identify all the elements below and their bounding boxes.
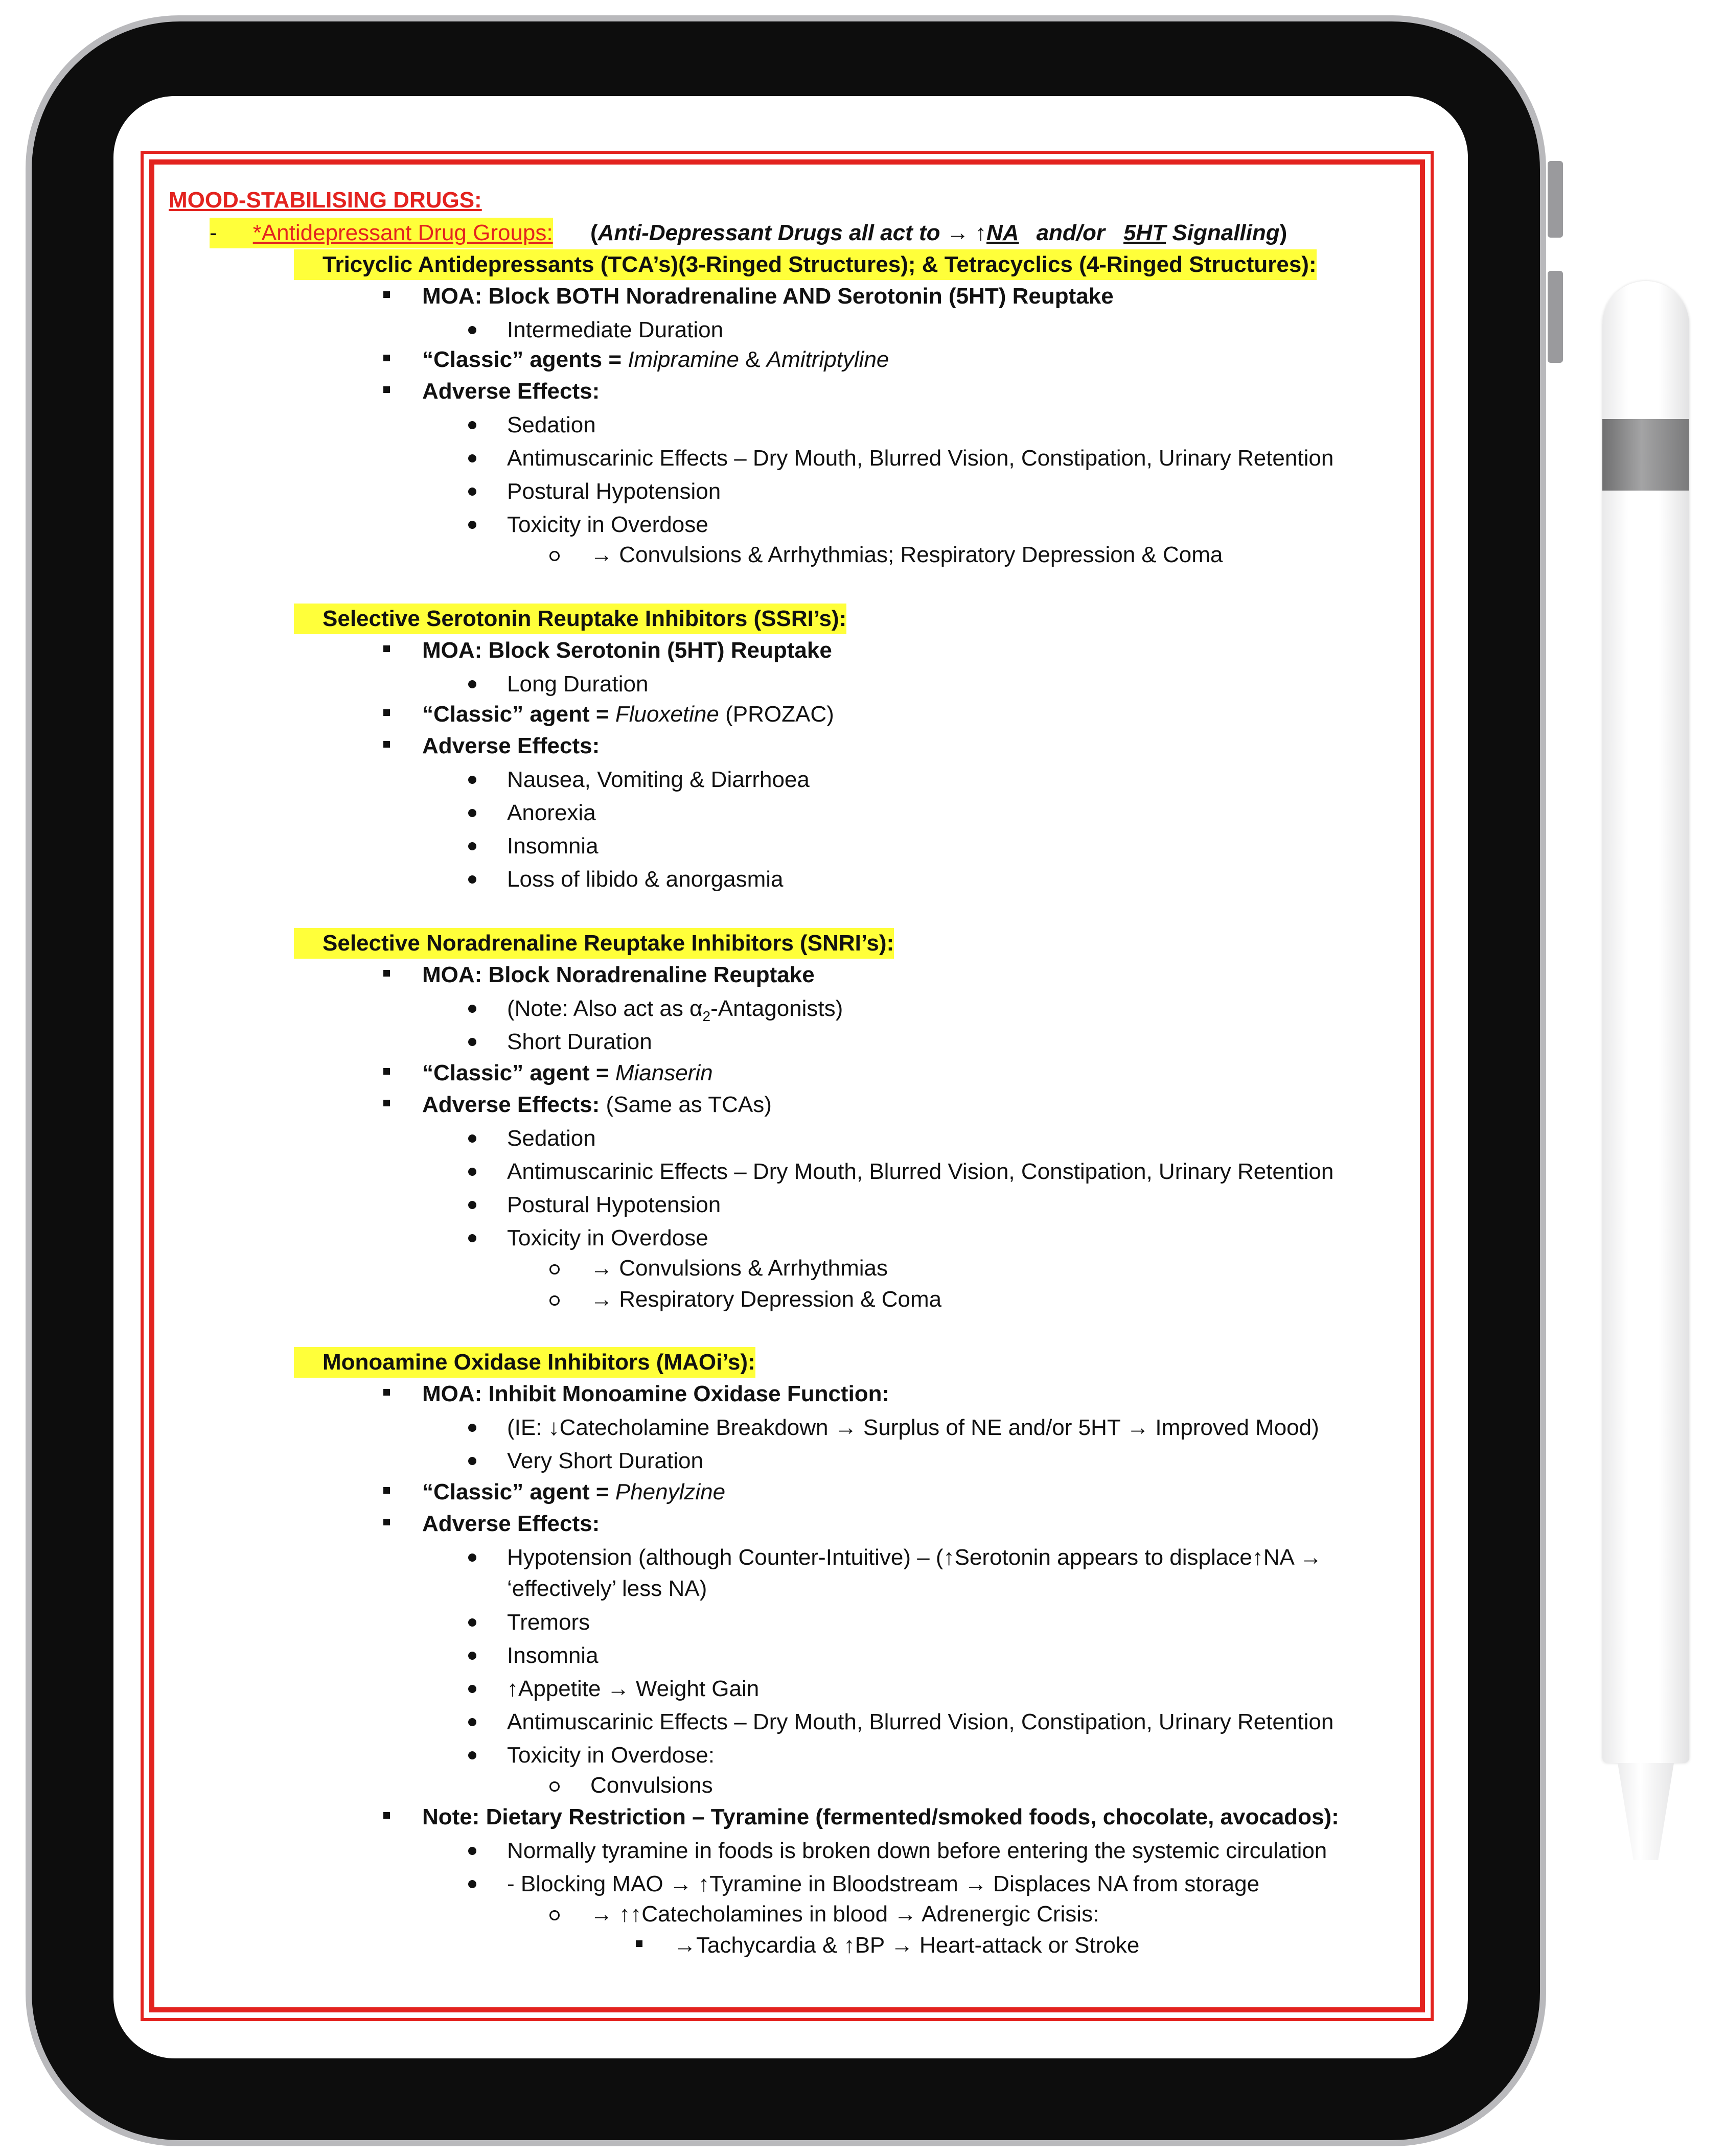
maoi-heading: Monoamine Oxidase Inhibitors (MAOi’s): — [294, 1347, 755, 1378]
maoi-effect: Insomnia — [507, 1643, 599, 1668]
tca-heading: Tricyclic Antidepressants (TCA’s)(3-Ringed Structures); & Tetracyclics (4-Ringed Structures): — [294, 249, 1317, 280]
snri-duration: Short Duration — [507, 1029, 652, 1054]
dot-bullet — [468, 454, 476, 462]
maoi-moa-detail: (IE: ↓Catecholamine Breakdown → Surplus of NE and/or 5HT → Improved Mood) — [507, 1415, 1319, 1440]
stylus-band — [1602, 419, 1689, 491]
ssri-effect: Loss of libido & anorgasmia — [507, 867, 784, 892]
dot-bullet — [468, 1038, 476, 1046]
ssri-classic: “Classic” agent = Fluoxetine (PROZAC) — [422, 702, 834, 727]
dot-bullet — [468, 521, 476, 529]
ssri-heading: Selective Serotonin Reuptake Inhibitors (SSRI’s): — [294, 604, 846, 634]
tca-adverse-label: Adverse Effects: — [422, 379, 600, 404]
circle-bullet — [549, 551, 560, 561]
dot-bullet — [468, 1718, 476, 1726]
dot-bullet — [468, 1751, 476, 1759]
square-bullet — [383, 355, 390, 361]
maoi-moa: MOA: Inhibit Monoamine Oxidase Function: — [422, 1381, 890, 1406]
dot-bullet — [468, 1554, 476, 1562]
stylus-tip — [1618, 1763, 1674, 1860]
dot-bullet — [468, 1457, 476, 1465]
square-bullet — [383, 1068, 390, 1075]
tca-moa: MOA: Block BOTH Noradrenaline AND Serotonin (5HT) Reuptake — [422, 284, 1114, 309]
snri-overdose-sub: → Respiratory Depression & Coma — [590, 1287, 942, 1312]
snri-classic: “Classic” agent = Mianserin — [422, 1060, 713, 1085]
snri-note: (Note: Also act as $\alpha_2-Antagonists$) — [507, 996, 843, 1024]
tca-effect: Sedation — [507, 412, 596, 437]
ssri-effect: Anorexia — [507, 800, 596, 825]
snri-effect: Sedation — [507, 1126, 596, 1151]
dot-bullet — [468, 680, 476, 688]
snri-effect: Postural Hypotension — [507, 1192, 721, 1217]
circle-bullet — [549, 1910, 560, 1920]
circle-bullet — [549, 1781, 560, 1792]
dot-bullet — [468, 1847, 476, 1855]
dot-bullet — [468, 776, 476, 784]
top-button — [1548, 161, 1563, 238]
document-title: MOOD-STABILISING DRUGS: — [169, 188, 482, 213]
group-label: *Antidepressant Drug Groups: — [252, 220, 553, 245]
square-bullet — [383, 1389, 390, 1396]
dot-bullet — [468, 1618, 476, 1627]
maoi-diet-item: Normally tyramine in foods is broken down before entering the systemic circulation — [507, 1838, 1327, 1863]
square-bullet — [636, 1940, 642, 1947]
maoi-effect: ↑Appetite → Weight Gain — [507, 1676, 760, 1701]
maoi-hypotension-cont: ‘effectively’ less NA) — [507, 1576, 707, 1601]
snri-overdose-sub: → Convulsions & Arrhythmias — [590, 1256, 888, 1281]
dot-bullet — [468, 809, 476, 817]
dot-bullet — [468, 1234, 476, 1242]
ssri-duration: Long Duration — [507, 671, 649, 697]
tca-effect: Postural Hypotension — [507, 479, 721, 504]
ssri-adverse-label: Adverse Effects: — [422, 733, 600, 758]
maoi-diet-note: Note: Dietary Restriction – Tyramine (fermented/smoked foods, chocolate, avocados): — [422, 1804, 1339, 1829]
volume-up-button — [1548, 271, 1563, 363]
maoi-effect: Tremors — [507, 1610, 590, 1635]
square-bullet — [383, 291, 390, 298]
tca-overdose-sub: → Convulsions & Arrhythmias; Respiratory Depression & Coma — [590, 542, 1223, 567]
tca-duration: Intermediate Duration — [507, 317, 724, 342]
dot-bullet — [468, 1168, 476, 1176]
tca-effect: Toxicity in Overdose — [507, 512, 708, 537]
ssri-moa: MOA: Block Serotonin (5HT) Reuptake — [422, 638, 832, 663]
square-bullet — [383, 970, 390, 977]
square-bullet — [383, 741, 390, 748]
group-line — [210, 218, 553, 248]
square-bullet — [383, 1100, 390, 1106]
maoi-crisis-result: →Tachycardia & ↑BP → Heart-attack or Stroke — [674, 1933, 1140, 1958]
maoi-effect: Toxicity in Overdose: — [507, 1743, 715, 1768]
dot-bullet — [468, 1424, 476, 1432]
snri-effect: Antimuscarinic Effects – Dry Mouth, Blurred Vision, Constipation, Urinary Retention — [507, 1159, 1334, 1184]
circle-bullet — [549, 1264, 560, 1274]
dot-bullet — [468, 842, 476, 850]
snri-effect: Toxicity in Overdose — [507, 1225, 708, 1250]
dot-bullet — [468, 1880, 476, 1888]
maoi-crisis: → ↑↑Catecholamines in blood → Adrenergic Crisis: — [590, 1902, 1099, 1927]
snri-heading: Selective Noradrenaline Reuptake Inhibitors (SNRI’s): — [294, 928, 894, 959]
square-bullet — [383, 1519, 390, 1525]
square-bullet — [383, 1812, 390, 1819]
snri-adverse: Adverse Effects: (Same as TCAs) — [422, 1092, 772, 1117]
maoi-classic: “Classic” agent = Phenylzine — [422, 1479, 726, 1504]
dot-bullet — [468, 1685, 476, 1693]
circle-bullet — [549, 1295, 560, 1306]
dot-bullet — [468, 1201, 476, 1209]
ssri-effect: Nausea, Vomiting & Diarrhoea — [507, 767, 810, 792]
maoi-overdose-sub: Convulsions — [590, 1773, 713, 1798]
group-dash: - — [210, 220, 217, 245]
tca-effect: Antimuscarinic Effects – Dry Mouth, Blurred Vision, Constipation, Urinary Retention — [507, 446, 1334, 471]
square-bullet — [383, 709, 390, 716]
dot-bullet — [468, 1134, 476, 1143]
dot-bullet — [468, 421, 476, 429]
snri-moa: MOA: Block Noradrenaline Reuptake — [422, 962, 815, 987]
maoi-adverse-label: Adverse Effects: — [422, 1511, 600, 1536]
dot-bullet — [468, 875, 476, 884]
maoi-hypotension: Hypotension (although Counter-Intuitive) – (↑Serotonin appears to displace↑NA → — [507, 1545, 1322, 1570]
tca-classic: “Classic” agents = Imipramine & Amitriptyline — [422, 347, 889, 372]
maoi-diet-item: - Blocking MAO → ↑Tyramine in Bloodstream → Displaces NA from storage — [507, 1871, 1260, 1896]
square-bullet — [383, 1487, 390, 1494]
square-bullet — [383, 386, 390, 393]
group-note: (Anti-Depressant Drugs all act to → ↑NA and/or 5HT Signalling) — [590, 220, 1287, 245]
maoi-duration: Very Short Duration — [507, 1448, 703, 1473]
square-bullet — [383, 645, 390, 652]
dot-bullet — [468, 488, 476, 496]
dot-bullet — [468, 1652, 476, 1660]
dot-bullet — [468, 1005, 476, 1013]
stylus-pencil — [1602, 281, 1689, 1763]
maoi-effect: Antimuscarinic Effects – Dry Mouth, Blurred Vision, Constipation, Urinary Retention — [507, 1709, 1334, 1734]
ssri-effect: Insomnia — [507, 833, 599, 859]
dot-bullet — [468, 326, 476, 334]
